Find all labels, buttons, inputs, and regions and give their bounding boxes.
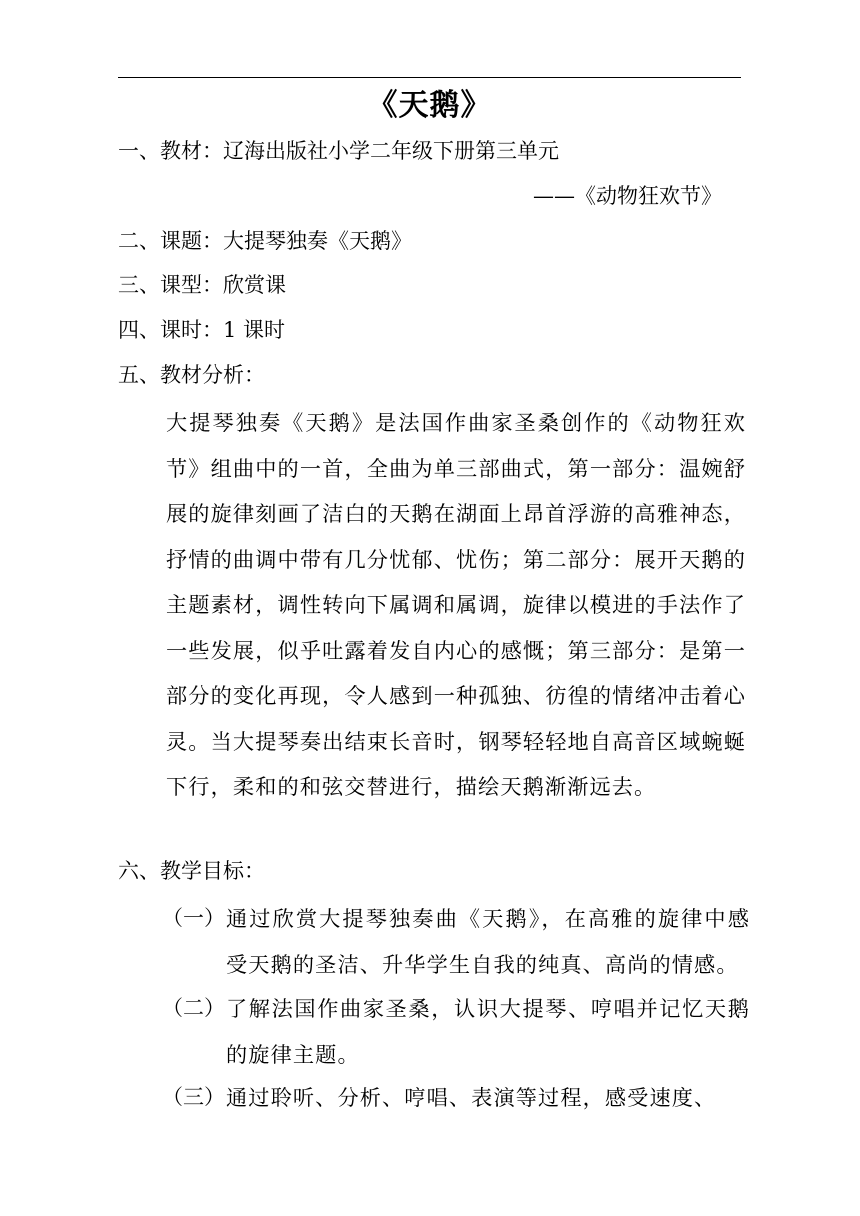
- item-lesson-type: 三、课型：欣赏课: [118, 273, 286, 297]
- goal-3-label: （三）: [162, 1085, 225, 1109]
- goal-2-text: 了解法国作曲家圣桑，认识大提琴、哼唱并记忆天鹅的旋律主题。: [226, 996, 750, 1067]
- item-lesson-hours: 四、课时：1 课时: [118, 318, 286, 342]
- item-analysis-heading: 五、教材分析：: [118, 363, 265, 387]
- goal-2-label: （二）: [162, 996, 225, 1020]
- item-textbook: 一、教材：辽海出版社小学二年级下册第三单元: [118, 139, 559, 163]
- goal-3-text: 通过聆听、分析、哼唱、表演等过程，感受速度、: [226, 1085, 717, 1110]
- goal-1-label: （一）: [162, 906, 225, 930]
- item-textbook-unit: ——《动物狂欢节》: [533, 184, 722, 208]
- analysis-paragraph: 大提琴独奏《天鹅》是法国作曲家圣桑创作的《动物狂欢节》组曲中的一首，全曲为单三部曲式，第一部分：温婉舒展的旋律刻画了洁白的天鹅在湖面上昂首浮游的高雅神态，抒情的曲调中带有几分忧郁、忧伤；第二部分：展开天鹅的主题素材，调性转向下属调和属调，旋律以模进的手法作了一些发展，似乎吐露着发自内心的感慨；第三部分：是第一部分的变化再现，令人感到一种孤独、彷徨的情绪冲击着心灵。当大提琴奏出结束长音时，钢琴轻轻地自高音区域蜿蜒下行，柔和的和弦交替进行，描绘天鹅渐渐远去。: [166, 410, 746, 799]
- item-topic: 二、课题：大提琴独奏《天鹅》: [118, 229, 412, 253]
- goals-heading: 六、教学目标：: [118, 859, 265, 883]
- goal-1-text: 通过欣赏大提琴独奏曲《天鹅》，在高雅的旋律中感受天鹅的圣洁、升华学生自我的纯真、高尚的情感。: [226, 906, 750, 977]
- header-rule: [118, 77, 741, 78]
- page-title: 《天鹅》: [367, 88, 492, 123]
